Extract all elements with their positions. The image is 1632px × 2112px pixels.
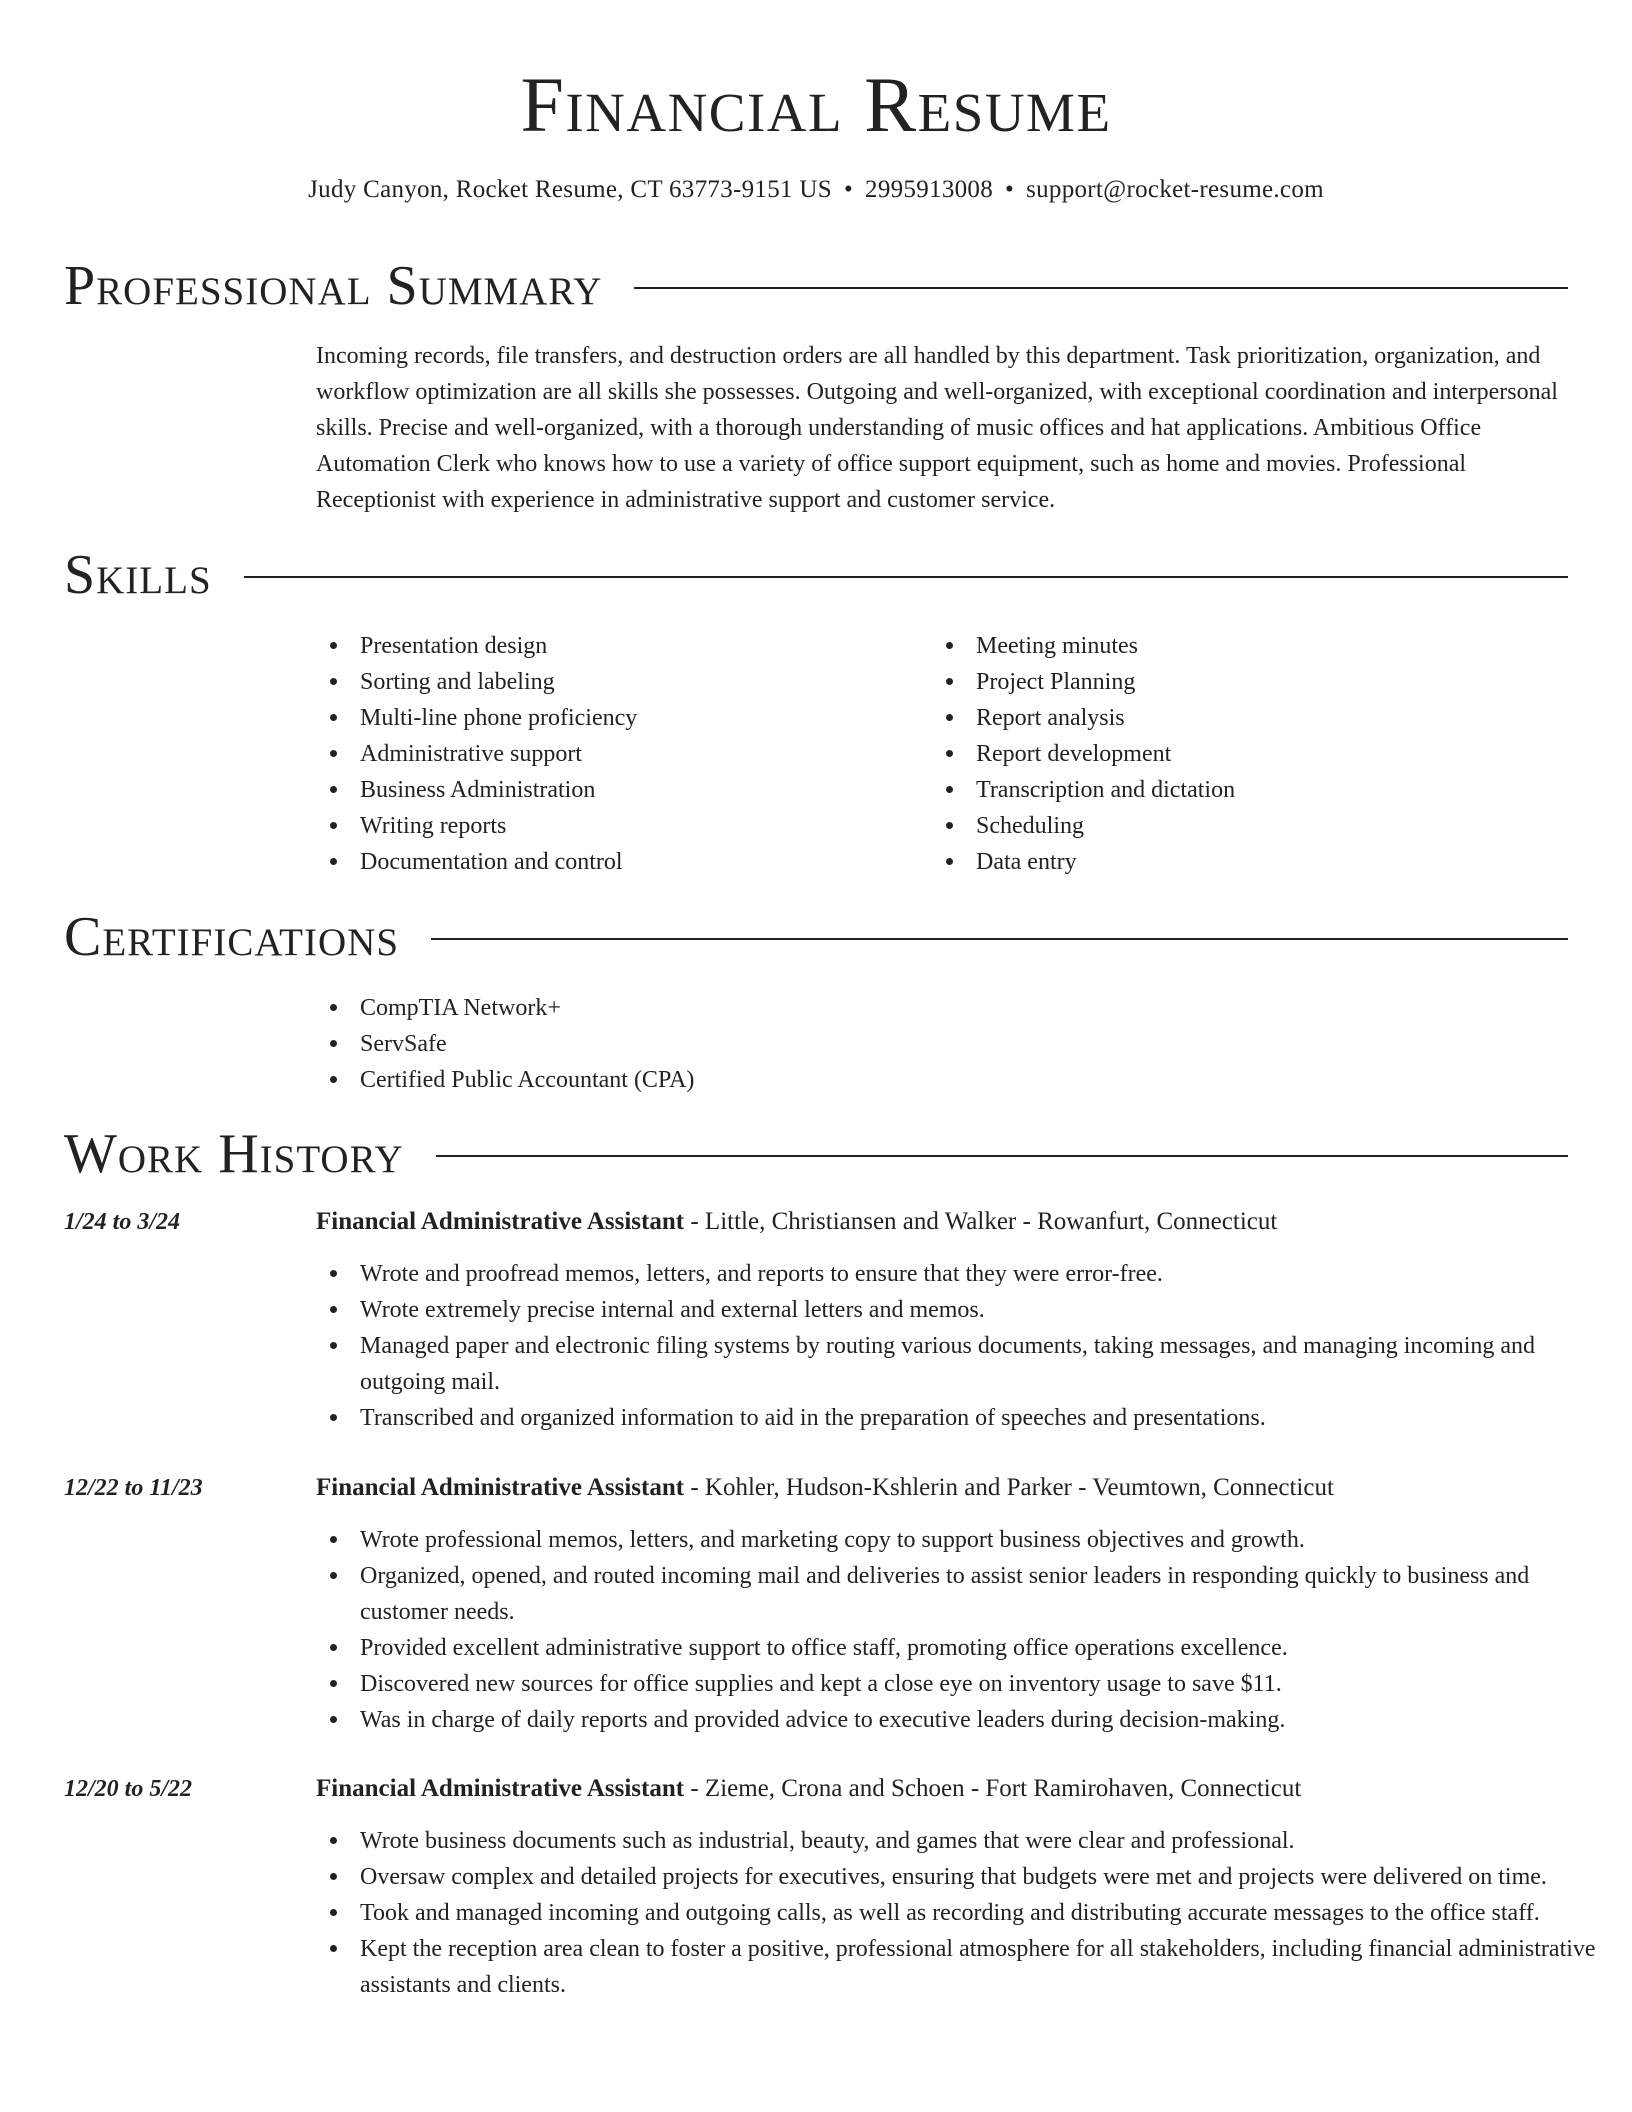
section-title-certifications: Certifications [64,906,400,968]
job-duty: Managed paper and electronic filing systems by routing various documents, taking messages, and managing incoming and outgoing mail. [316,1328,1614,1400]
job-heading [316,1470,1334,1506]
separator-bullet: • [1005,176,1015,203]
job-employer-location: - Little, Christiansen and Walker - Rowanfurt, Connecticut [684,1208,1278,1235]
job-duty: Wrote business documents such as industrial, beauty, and games that were clear and professional. [316,1823,1614,1859]
job-duty: Oversaw complex and detailed projects for executives, ensuring that budgets were met and projects were delivered on time. [316,1859,1614,1895]
skill-item: Presentation design [316,628,916,664]
job-employer-location: - Zieme, Crona and Schoen - Fort Ramirohaven, Connecticut [684,1775,1302,1802]
certification-item: Certified Public Accountant (CPA) [316,1062,1216,1098]
job-duty: Discovered new sources for office supplies and kept a close eye on inventory usage to save $11. [316,1666,1614,1702]
section-divider [634,287,1568,289]
job-duty: Took and managed incoming and outgoing calls, as well as recording and distributing accurate messages to the office staff. [316,1895,1614,1931]
skill-item: Transcription and dictation [932,772,1532,808]
summary-text: Incoming records, file transfers, and destruction orders are all handled by this department. Task prioritization, organization, and workflow optimization are all skills she possesses. Outgoing and well-organized, with exceptional coordination and interpersonal skills. Precise and well-organized, with a thorough understanding of music offices and hat applications. Ambitious Office Automation Clerk who knows how to use a variety of office support equipment, such as home and movies. Professional Receptionist with experience in administrative support and customer service. [316,343,1558,513]
skill-item: Report development [932,736,1532,772]
skill-item: Multi-line phone proficiency [316,700,916,736]
job-duty: Was in charge of daily reports and provided advice to executive leaders during decision-making. [316,1702,1614,1738]
section-title-work-history: Work History [64,1123,404,1185]
section-divider [436,1155,1568,1157]
section-header-skills [64,543,1568,607]
section-header-summary [64,254,1568,318]
job-duties-list [316,1522,1614,1738]
skill-item: Administrative support [316,736,916,772]
job-heading [316,1771,1301,1807]
section-divider [431,938,1568,940]
separator-bullet: • [843,176,854,203]
skill-item: Business Administration [316,772,916,808]
resume-title: Financial Resume [520,61,1112,148]
skills-list-right [932,628,1532,880]
skill-item: Data entry [932,844,1532,880]
job-duties-list [316,1256,1614,1436]
job-title: Financial Administrative Assistant [316,1474,685,1501]
job-dates: 1/24 to 3/24 [64,1209,181,1235]
job-dates: 12/22 to 11/23 [64,1475,203,1501]
job-duty: Organized, opened, and routed incoming mail and deliveries to assist senior leaders in responding quickly to business and customer needs. [316,1558,1614,1630]
skill-item: Meeting minutes [932,628,1532,664]
job-duties-list [316,1823,1614,2003]
section-header-certifications [64,905,1568,969]
job-title: Financial Administrative Assistant [316,1208,685,1235]
skill-item: Project Planning [932,664,1532,700]
skill-item: Writing reports [316,808,916,844]
certifications-list [316,990,1216,1098]
job-duty: Wrote extremely precise internal and external letters and memos. [316,1292,1614,1328]
job-title: Financial Administrative Assistant [316,1775,685,1802]
certification-item: ServSafe [316,1026,1216,1062]
skill-item: Scheduling [932,808,1532,844]
contact-phone: 2995913008 [865,176,994,203]
section-title-summary: Professional Summary [64,255,603,317]
job-duty: Kept the reception area clean to foster a positive, professional atmosphere for all stakeholders, including financial administrative assistants and clients. [316,1931,1614,2003]
contact-address: Judy Canyon, Rocket Resume, CT 63773-9151 US [308,176,832,203]
section-title-skills: Skills [64,544,212,606]
job-duty: Transcribed and organized information to aid in the preparation of speeches and presentations. [316,1400,1614,1436]
job-duty: Wrote professional memos, letters, and marketing copy to support business objectives and growth. [316,1522,1614,1558]
skill-item: Report analysis [932,700,1532,736]
job-duty: Wrote and proofread memos, letters, and reports to ensure that they were error-free. [316,1256,1614,1292]
job-dates: 12/20 to 5/22 [64,1776,193,1802]
skill-item: Documentation and control [316,844,916,880]
section-header-work-history [64,1122,1568,1186]
skill-item: Sorting and labeling [316,664,916,700]
skills-list-left [316,628,916,880]
job-duty: Provided excellent administrative support to office staff, promoting office operations excellence. [316,1630,1614,1666]
job-employer-location: - Kohler, Hudson-Kshlerin and Parker - Veumtown, Connecticut [684,1474,1334,1501]
contact-email: support@rocket-resume.com [1026,176,1324,203]
section-divider [244,576,1568,578]
contact-line [0,174,1632,206]
certification-item: CompTIA Network+ [316,990,1216,1026]
job-heading [316,1204,1277,1240]
